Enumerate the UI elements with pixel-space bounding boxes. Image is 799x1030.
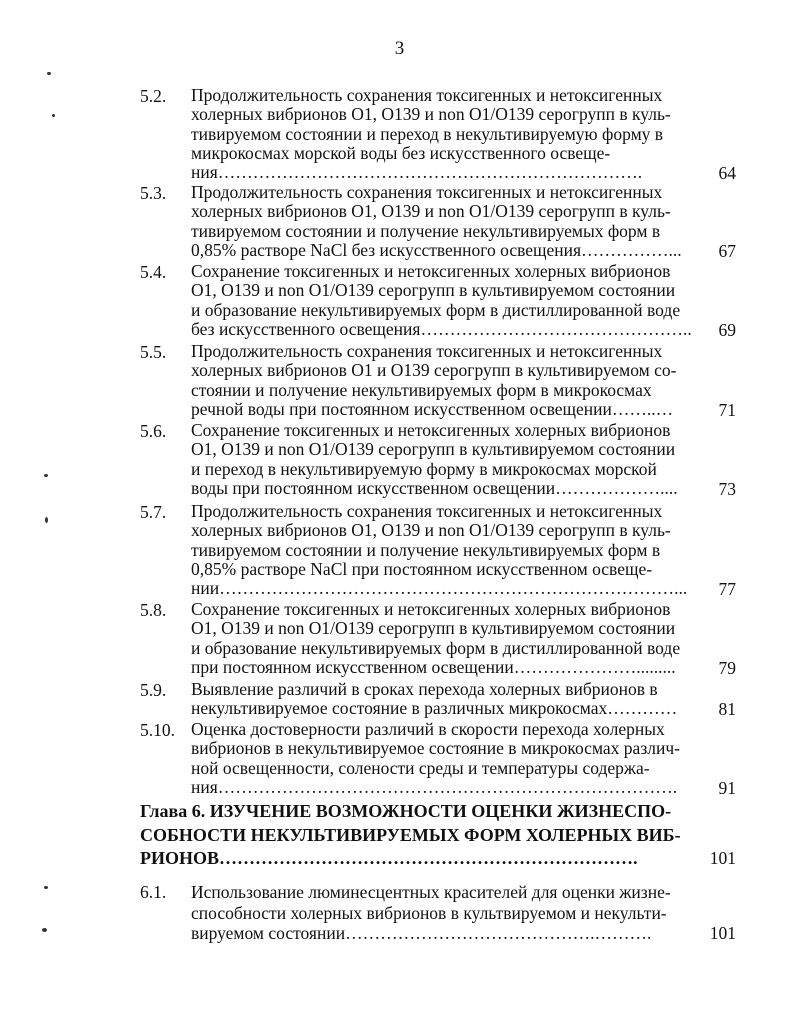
chapter-line: Глава 6. ИЗУЧЕНИЕ ВОЗМОЖНОСТИ ОЦЕНКИ ЖИЗНЕСПО- (140, 801, 672, 821)
toc-entry-number: 5.4. (140, 262, 167, 282)
toc-line: ной освещенности, солености среды и температуры содержа- (191, 757, 650, 778)
toc-entry-number: 6.1. (140, 882, 167, 902)
toc-entry-number: 5.6. (140, 421, 167, 441)
toc-line: Использование люминесцентных красителей для оценки жизне- (191, 882, 671, 902)
toc-line: тивируемом состоянии и получение некультивируемых форм в (191, 539, 661, 560)
page-number: 3 (394, 38, 405, 59)
toc-page-number: 101 (709, 923, 736, 943)
toc-entry-number: 5.5. (140, 342, 167, 362)
toc-line: при постоянном искусственном освещении…………………......... (191, 656, 676, 677)
toc-page-number: 64 (718, 163, 736, 183)
toc-entry-text (191, 420, 678, 498)
toc-line: холерных вибрионов O1 и O139 серогрупп в культивируемом со- (191, 360, 677, 381)
scan-speck (45, 517, 48, 523)
toc-entry-text (191, 719, 680, 797)
toc-entry-number: 5.7. (140, 502, 167, 522)
scan-speck (44, 886, 48, 889)
toc-line: ния………………………………………………………………. (191, 162, 643, 183)
toc-entry-text (191, 261, 692, 339)
toc-line: стоянии и получение некультивируемых форм в микрокосмах (191, 379, 652, 400)
toc-line: холерных вибрионов O1, O139 и non O1/O139 серогрупп в куль- (191, 201, 671, 222)
toc-line: тивируемом состоянии и получение некультивируемых форм в (191, 220, 661, 241)
toc-page-number: 67 (718, 241, 736, 261)
toc-entry-number: 5.10. (140, 720, 175, 740)
scan-speck (52, 114, 55, 117)
toc-entry-text (191, 599, 681, 677)
scan-speck (42, 928, 47, 932)
chapter-page-number: 101 (709, 848, 736, 868)
toc-page-number: 71 (718, 400, 736, 420)
toc-line: 0,85% растворе NaCl без искусственного освещения……………... (191, 239, 682, 260)
toc-entry-number: 5.3. (140, 183, 167, 203)
toc-page-number: 79 (718, 658, 736, 678)
toc-line: Продолжительность сохранения токсигенных и нетоксигенных (191, 182, 663, 202)
toc-entry-text (191, 679, 678, 719)
toc-entry-text (191, 501, 688, 599)
toc-line: воды при постоянном искусственном освещении……………….... (191, 477, 678, 498)
toc-entry-text (191, 182, 682, 260)
toc-entry-text (191, 341, 677, 419)
toc-page-number: 81 (718, 699, 736, 719)
toc-entry-number: 5.2. (140, 86, 167, 106)
toc-page-number: 77 (718, 579, 736, 599)
toc-line: микрокосмах морской воды без искусственного освеще- (191, 142, 611, 163)
toc-line: Сохранение токсигенных и нетоксигенных холерных вибрионов (191, 420, 671, 440)
chapter-line: РИОНОВ……………………………………………………………. (140, 848, 638, 868)
scan-speck (44, 474, 48, 477)
chapter-heading (140, 800, 736, 871)
toc-line: без искусственного освещения……………………………………….. (191, 318, 692, 339)
toc-line: O1, O139 и non O1/O139 серогрупп в культивируемом состоянии (191, 439, 676, 460)
toc-line: Оценка достоверности различий в скорости перехода холерных (191, 719, 665, 739)
toc-entry-number: 5.9. (140, 680, 167, 700)
toc-line: и переход в некультивируемую форму в микрокосмах морской (191, 458, 657, 479)
toc-line: вибрионов в некультивируемое состояние в микрокосмах различ- (191, 738, 680, 759)
scan-speck (47, 72, 51, 75)
toc-line: вируемом состоянии…………………………………….………. (191, 923, 652, 943)
toc-line: некультивируемое состояние в различных микрокосмах………… (191, 698, 678, 719)
toc-line: O1, O139 и non O1/O139 серогрупп в культивируемом состоянии (191, 618, 676, 639)
toc-line: способности холерных вибрионов в культвируемом и некульти- (191, 902, 667, 923)
toc-line: и образование некультивируемых форм в дистиллированной воде (191, 299, 681, 320)
toc-line: Продолжительность сохранения токсигенных и нетоксигенных (191, 85, 663, 105)
toc-line: тивируемом состоянии и переход в некультивируемую форму в (191, 123, 664, 144)
toc-entry-text (191, 85, 671, 183)
toc-line: нии……………………………………………………………………... (191, 578, 688, 599)
toc-page-number: 73 (718, 479, 736, 499)
toc-line: речной воды при постоянном искусственном освещении……..… (191, 398, 674, 419)
toc-line: Сохранение токсигенных и нетоксигенных холерных вибрионов (191, 261, 671, 281)
toc-page-number: 91 (718, 778, 736, 798)
toc-line: холерных вибрионов O1, O139 и non O1/O139 серогрупп в куль- (191, 520, 671, 541)
toc-line: Сохранение токсигенных и нетоксигенных холерных вибрионов (191, 599, 671, 619)
toc-entry-text (191, 882, 671, 944)
toc-line: Продолжительность сохранения токсигенных и нетоксигенных (191, 341, 663, 361)
toc-line: холерных вибрионов O1, O139 и non O1/O139 серогрупп в куль- (191, 104, 671, 125)
toc-page-number: 69 (718, 320, 736, 340)
toc-line: ния……………………………………………………………………. (191, 776, 678, 797)
toc-line: Выявление различий в сроках перехода холерных вибрионов в (191, 679, 658, 699)
toc-line: O1, O139 и non O1/O139 серогрупп в культивируемом состоянии (191, 280, 676, 301)
toc-line: Продолжительность сохранения токсигенных и нетоксигенных (191, 501, 663, 521)
toc-entry-number: 5.8. (140, 600, 167, 620)
chapter-line: СОБНОСТИ НЕКУЛЬТИВИРУЕМЫХ ФОРМ ХОЛЕРНЫХ ВИБ- (140, 824, 681, 845)
toc-line: 0,85% растворе NaCl при постоянном искусственном освеще- (191, 558, 653, 579)
toc-line: и образование некультивируемых форм в дистиллированной воде (191, 637, 681, 658)
